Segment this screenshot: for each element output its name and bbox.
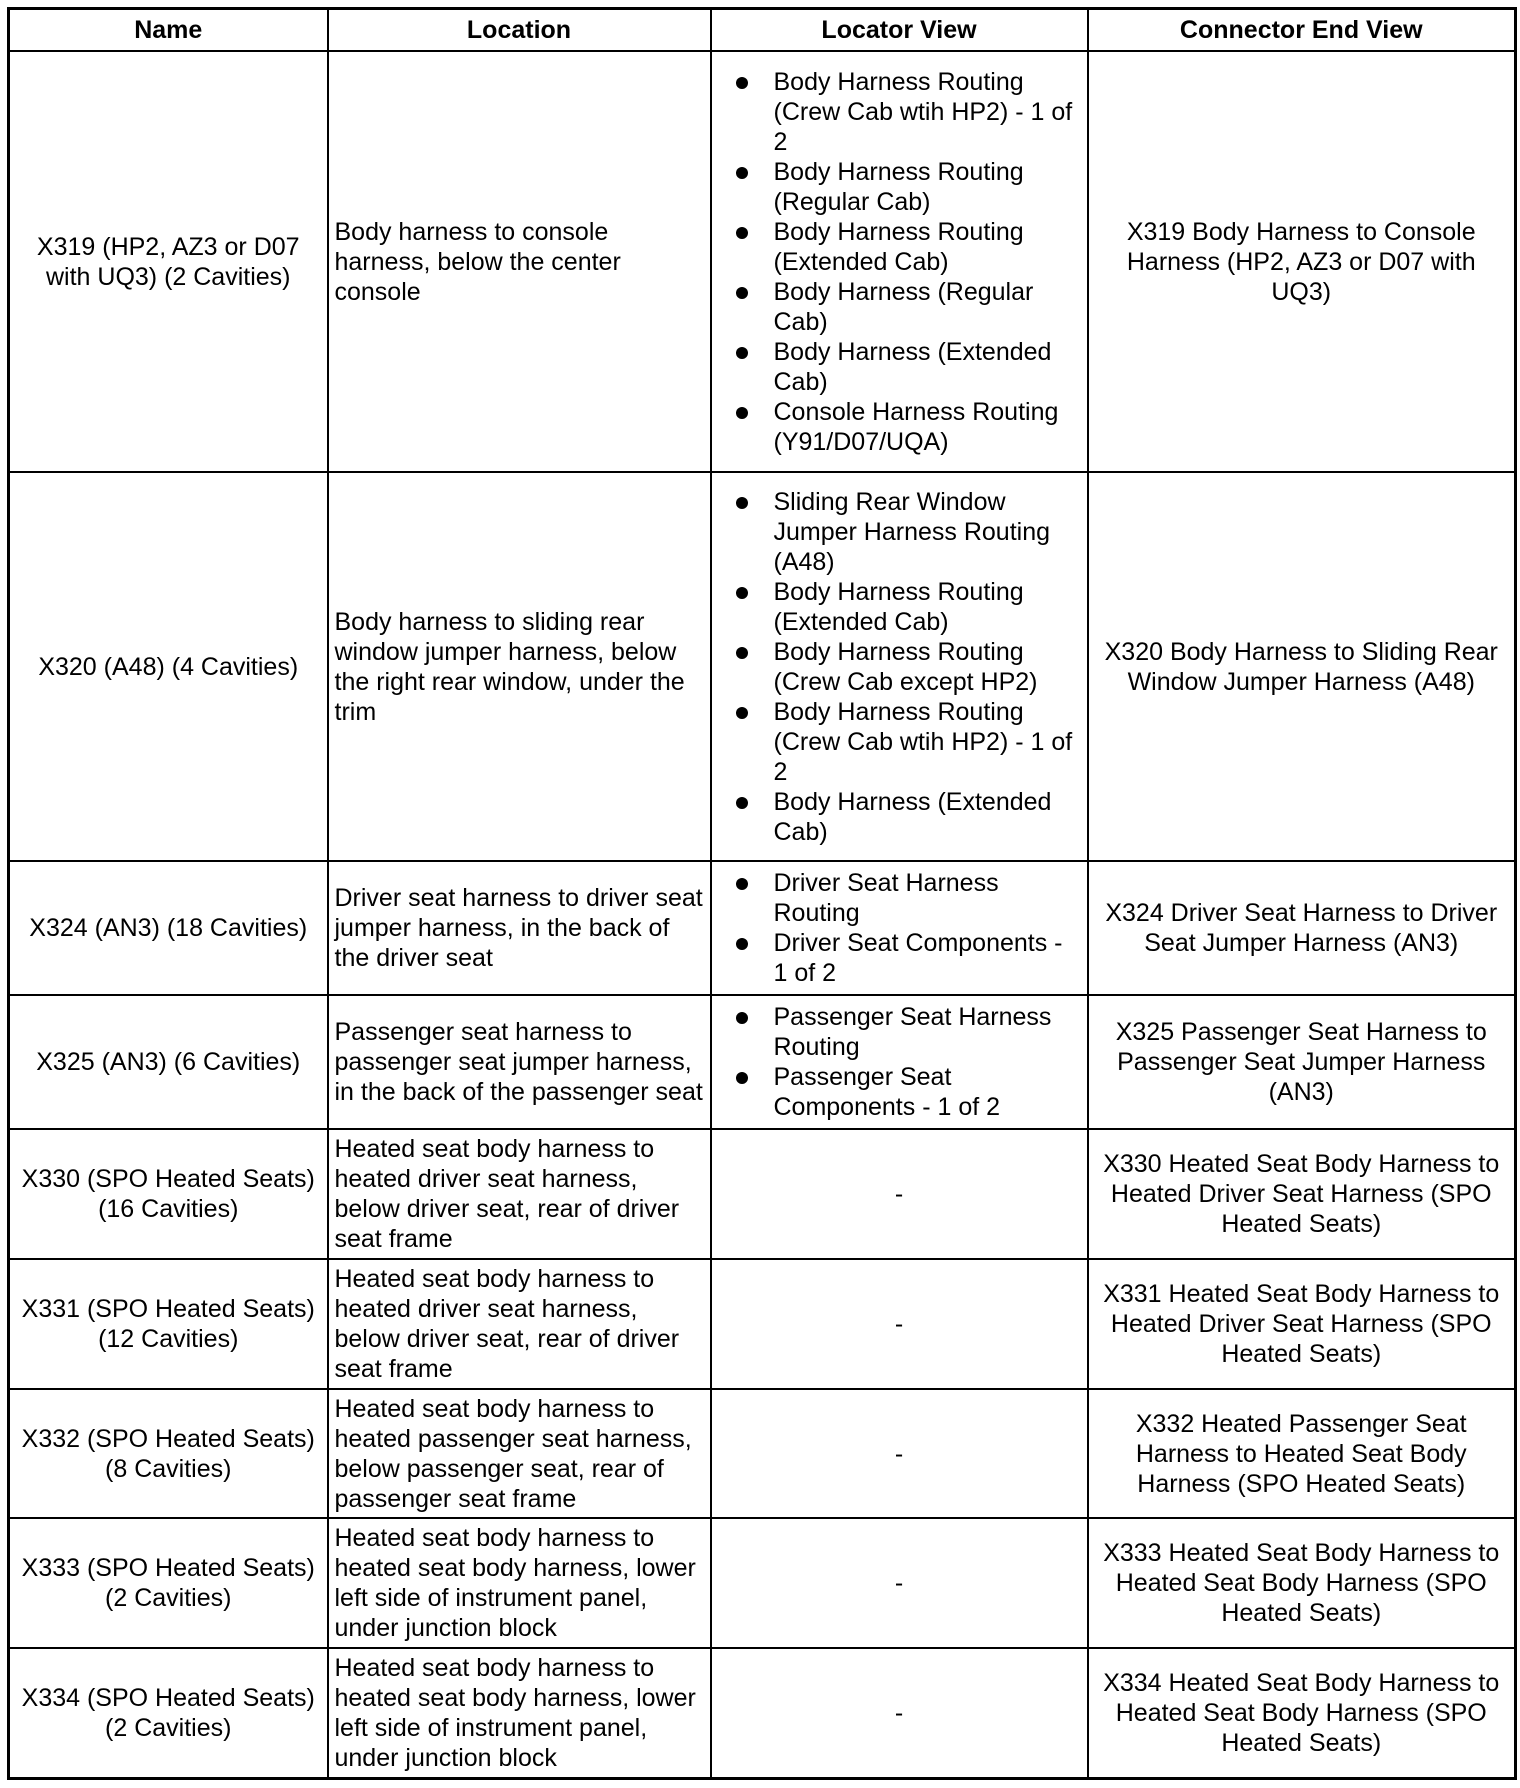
cell-connector-end-view: X331 Heated Seat Body Harness to Heated Driver Seat Harness (SPO Heated Seats): [1088, 1259, 1516, 1389]
cell-locator-view: -: [711, 1259, 1088, 1389]
table-row: [9, 1518, 1516, 1648]
table-row: [9, 1129, 1516, 1259]
bullet-icon: [736, 938, 748, 950]
locator-view-list: [718, 868, 1081, 988]
cell-location: Body harness to sliding rear window jumper harness, below the right rear window, under the trim: [328, 472, 711, 861]
locator-view-text: Body Harness Routing (Crew Cab except HP2): [773, 637, 1038, 696]
cell-locator-view: [711, 472, 1088, 861]
cell-connector-end-view: X334 Heated Seat Body Harness to Heated Seat Body Harness (SPO Heated Seats): [1088, 1648, 1516, 1778]
bullet-icon: [736, 167, 748, 179]
locator-view-item: [718, 157, 1081, 217]
cell-locator-view: [711, 995, 1088, 1129]
locator-view-text: Driver Seat Components - 1 of 2: [773, 929, 1063, 988]
bullet-icon: [736, 407, 748, 419]
cell-connector-end-view: X324 Driver Seat Harness to Driver Seat Jumper Harness (AN3): [1088, 861, 1516, 995]
cell-connector-end-view: X330 Heated Seat Body Harness to Heated Driver Seat Harness (SPO Heated Seats): [1088, 1129, 1516, 1259]
bullet-icon: [736, 347, 748, 359]
locator-view-item: [718, 928, 1081, 988]
bullet-icon: [736, 1012, 748, 1024]
table-row: [9, 995, 1516, 1129]
cell-connector-end-view: X325 Passenger Seat Harness to Passenger Seat Jumper Harness (AN3): [1088, 995, 1516, 1129]
bullet-icon: [736, 797, 748, 809]
cell-connector-end-view: X333 Heated Seat Body Harness to Heated Seat Body Harness (SPO Heated Seats): [1088, 1518, 1516, 1648]
cell-name: X332 (SPO Heated Seats) (8 Cavities): [9, 1389, 328, 1519]
table-row: [9, 861, 1516, 995]
cell-location: Body harness to console harness, below the center console: [328, 51, 711, 472]
locator-view-text: Passenger Seat Harness Routing: [773, 1003, 1052, 1062]
cell-locator-view: [711, 861, 1088, 995]
locator-view-item: [718, 637, 1081, 697]
cell-location: Heated seat body harness to heated seat body harness, lower left side of instrument panel, under junction block: [328, 1518, 711, 1648]
locator-view-text: Sliding Rear Window Jumper Harness Routing (A48): [773, 487, 1051, 576]
locator-view-item: [718, 1002, 1081, 1062]
locator-view-text: Body Harness (Regular Cab): [773, 277, 1034, 336]
bullet-icon: [736, 1072, 748, 1084]
locator-view-text: Body Harness Routing (Crew Cab wtih HP2) - 1 of 2: [773, 67, 1073, 156]
cell-locator-view: -: [711, 1129, 1088, 1259]
table-body: [9, 51, 1516, 1779]
bullet-icon: [736, 227, 748, 239]
locator-view-text: Driver Seat Harness Routing: [773, 869, 999, 928]
locator-view-item: [718, 787, 1081, 847]
locator-view-text: Body Harness Routing (Crew Cab wtih HP2) - 1 of 2: [773, 697, 1073, 786]
table-row: [9, 1648, 1516, 1778]
bullet-icon: [736, 287, 748, 299]
cell-location: Heated seat body harness to heated driver seat harness, below driver seat, rear of driver seat frame: [328, 1259, 711, 1389]
cell-locator-view: [711, 51, 1088, 472]
cell-name: X324 (AN3) (18 Cavities): [9, 861, 328, 995]
locator-view-list: [718, 487, 1081, 847]
bullet-icon: [736, 77, 748, 89]
cell-location: Driver seat harness to driver seat jumper harness, in the back of the driver seat: [328, 861, 711, 995]
locator-view-item: [718, 277, 1081, 337]
locator-view-list: [718, 1002, 1081, 1122]
cell-name: X331 (SPO Heated Seats) (12 Cavities): [9, 1259, 328, 1389]
cell-name: X319 (HP2, AZ3 or D07 with UQ3) (2 Cavities): [9, 51, 328, 472]
column-header-location: Location: [328, 9, 711, 52]
locator-view-item: [718, 868, 1081, 928]
locator-view-text: Passenger Seat Components - 1 of 2: [773, 1063, 1001, 1122]
cell-connector-end-view: X332 Heated Passenger Seat Harness to Heated Seat Body Harness (SPO Heated Seats): [1088, 1389, 1516, 1519]
locator-view-item: [718, 487, 1081, 577]
cell-location: Heated seat body harness to heated driver seat harness, below driver seat, rear of driver seat frame: [328, 1129, 711, 1259]
cell-locator-view: -: [711, 1389, 1088, 1519]
cell-location: Passenger seat harness to passenger seat jumper harness, in the back of the passenger seat: [328, 995, 711, 1129]
locator-view-text: Console Harness Routing (Y91/D07/UQA): [773, 397, 1059, 456]
locator-view-item: [718, 697, 1081, 787]
table-row: [9, 472, 1516, 861]
locator-view-item: [718, 67, 1081, 157]
locator-view-item: [718, 577, 1081, 637]
cell-name: X325 (AN3) (6 Cavities): [9, 995, 328, 1129]
locator-view-text: Body Harness (Extended Cab): [773, 787, 1052, 846]
bullet-icon: [736, 707, 748, 719]
bullet-icon: [736, 647, 748, 659]
column-header-name: Name: [9, 9, 328, 52]
bullet-icon: [736, 587, 748, 599]
cell-locator-view: -: [711, 1648, 1088, 1778]
bullet-icon: [736, 878, 748, 890]
cell-name: X333 (SPO Heated Seats) (2 Cavities): [9, 1518, 328, 1648]
cell-location: Heated seat body harness to heated passenger seat harness, below passenger seat, rear of passenger seat frame: [328, 1389, 711, 1519]
connector-table: [7, 7, 1517, 1780]
locator-view-item: [718, 337, 1081, 397]
locator-view-text: Body Harness Routing (Extended Cab): [773, 577, 1024, 636]
column-header-connector-end-view: Connector End View: [1088, 9, 1516, 52]
locator-view-list: [718, 67, 1081, 457]
locator-view-text: Body Harness (Extended Cab): [773, 337, 1052, 396]
cell-name: X320 (A48) (4 Cavities): [9, 472, 328, 861]
locator-view-text: Body Harness Routing (Extended Cab): [773, 217, 1024, 276]
table-row: [9, 1389, 1516, 1519]
locator-view-item: [718, 397, 1081, 457]
header-row: [9, 9, 1516, 52]
locator-view-text: Body Harness Routing (Regular Cab): [773, 157, 1024, 216]
bullet-icon: [736, 497, 748, 509]
cell-name: X334 (SPO Heated Seats) (2 Cavities): [9, 1648, 328, 1778]
cell-name: X330 (SPO Heated Seats) (16 Cavities): [9, 1129, 328, 1259]
column-header-locator-view: Locator View: [711, 9, 1088, 52]
table-row: [9, 1259, 1516, 1389]
cell-location: Heated seat body harness to heated seat body harness, lower left side of instrument panel, under junction block: [328, 1648, 711, 1778]
locator-view-item: [718, 1062, 1081, 1122]
cell-connector-end-view: X320 Body Harness to Sliding Rear Window Jumper Harness (A48): [1088, 472, 1516, 861]
table-row: [9, 51, 1516, 472]
cell-connector-end-view: X319 Body Harness to Console Harness (HP2, AZ3 or D07 with UQ3): [1088, 51, 1516, 472]
cell-locator-view: -: [711, 1518, 1088, 1648]
locator-view-item: [718, 217, 1081, 277]
